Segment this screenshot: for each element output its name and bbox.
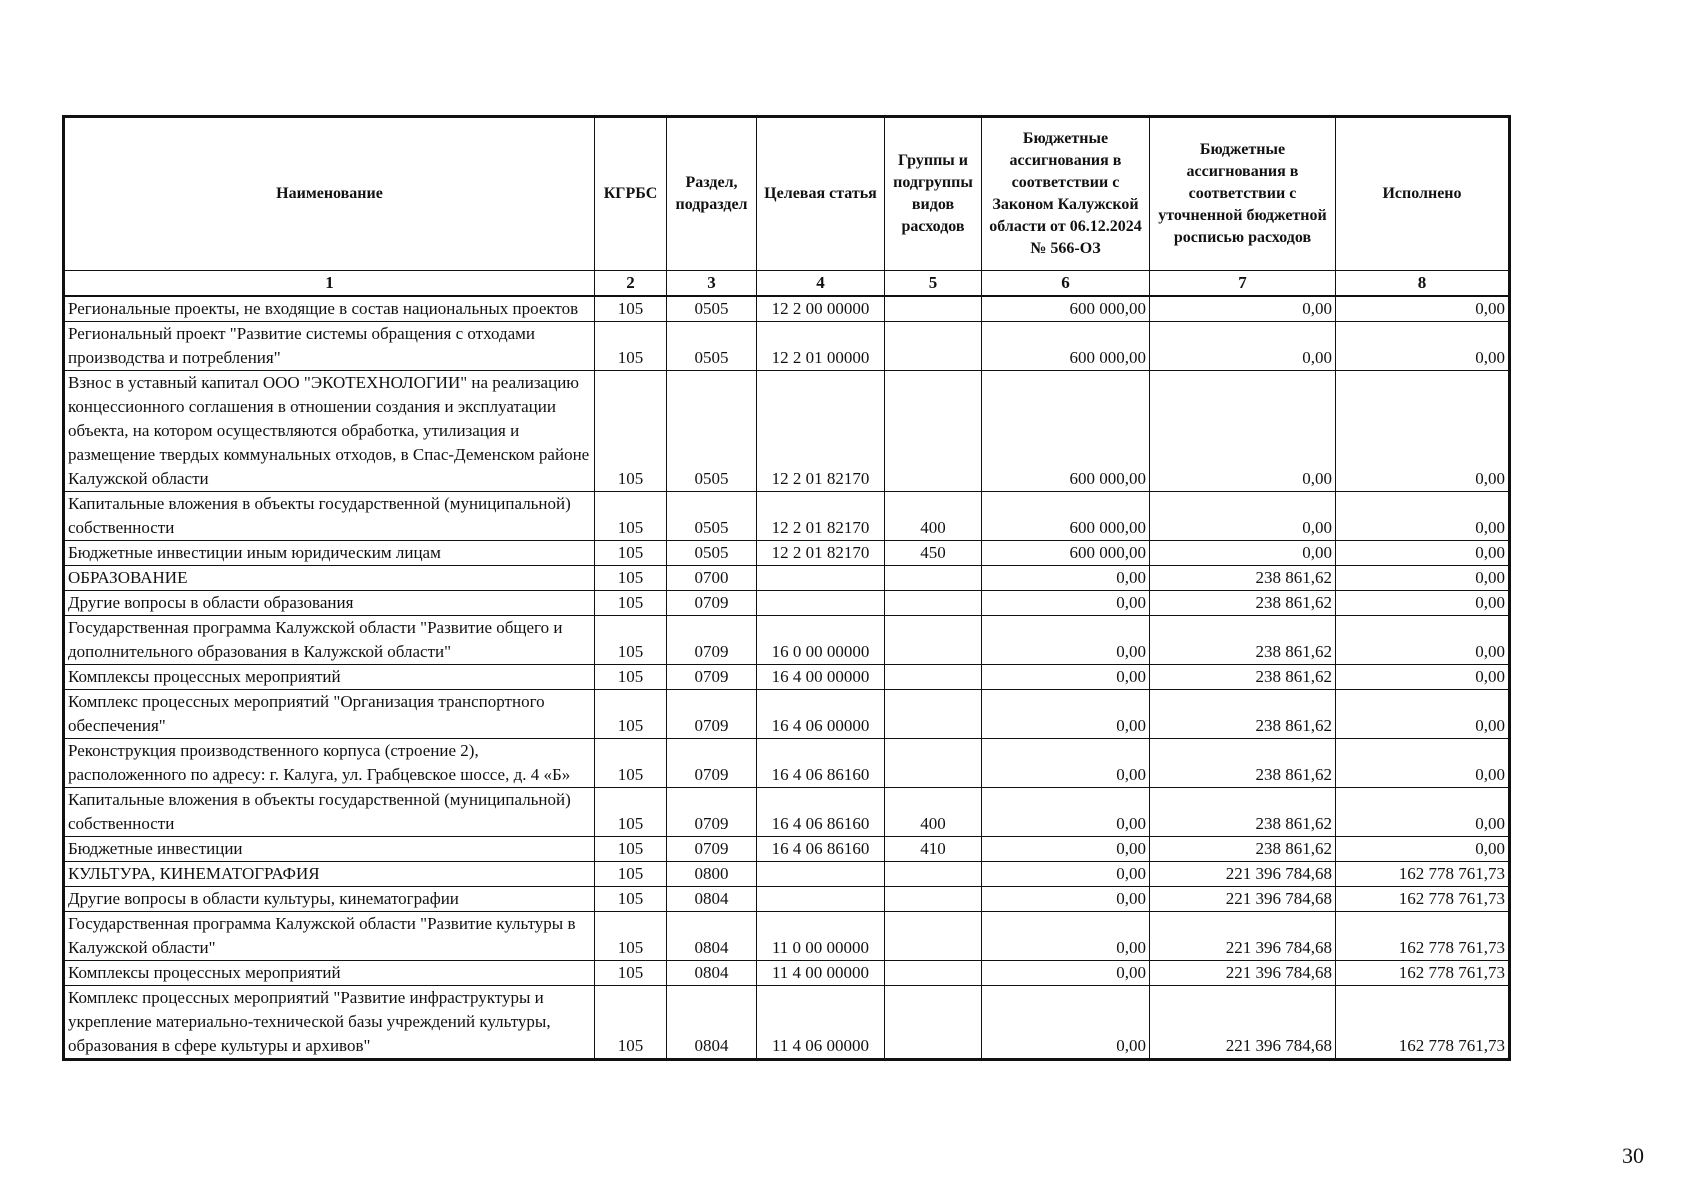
cell-gruppa [885,566,982,591]
cell-law-amount: 0,00 [982,690,1150,739]
cell-law-amount: 600 000,00 [982,541,1150,566]
cell-razdel: 0804 [667,912,757,961]
cell-law-amount: 0,00 [982,566,1150,591]
table-body [64,296,1510,1060]
cell-refined-amount: 0,00 [1150,322,1336,371]
cell-kgrbs: 105 [595,690,667,739]
cell-tselevaya: 12 2 01 82170 [757,492,885,541]
column-number: 3 [667,271,757,297]
cell-refined-amount: 221 396 784,68 [1150,862,1336,887]
cell-tselevaya [757,887,885,912]
cell-refined-amount: 238 861,62 [1150,739,1336,788]
cell-tselevaya: 12 2 00 00000 [757,296,885,322]
table-row [64,591,1510,616]
cell-law-amount: 0,00 [982,591,1150,616]
cell-refined-amount: 221 396 784,68 [1150,887,1336,912]
cell-razdel: 0709 [667,591,757,616]
table-row [64,616,1510,665]
cell-executed-amount: 0,00 [1336,739,1510,788]
cell-kgrbs: 105 [595,862,667,887]
cell-tselevaya: 16 0 00 00000 [757,616,885,665]
cell-executed-amount: 0,00 [1336,371,1510,492]
cell-refined-amount: 238 861,62 [1150,665,1336,690]
cell-refined-amount: 238 861,62 [1150,566,1336,591]
cell-refined-amount: 238 861,62 [1150,690,1336,739]
table-row [64,665,1510,690]
header-refined: Бюджетные ассигнования в соответствии с уточненной бюджетной росписью расходов [1150,117,1336,271]
cell-refined-amount: 0,00 [1150,371,1336,492]
cell-gruppa [885,912,982,961]
cell-law-amount: 0,00 [982,961,1150,986]
cell-kgrbs: 105 [595,961,667,986]
cell-razdel: 0700 [667,566,757,591]
column-number: 7 [1150,271,1336,297]
cell-law-amount: 600 000,00 [982,296,1150,322]
cell-gruppa: 400 [885,492,982,541]
cell-razdel: 0709 [667,665,757,690]
cell-name: КУЛЬТУРА, КИНЕМАТОГРАФИЯ [64,862,595,887]
cell-name: Бюджетные инвестиции [64,837,595,862]
cell-kgrbs: 105 [595,541,667,566]
cell-refined-amount: 0,00 [1150,492,1336,541]
cell-kgrbs: 105 [595,296,667,322]
cell-refined-amount: 0,00 [1150,296,1336,322]
cell-kgrbs: 105 [595,739,667,788]
cell-razdel: 0505 [667,296,757,322]
cell-executed-amount: 0,00 [1336,566,1510,591]
header-razdel: Раздел, подраздел [667,117,757,271]
cell-refined-amount: 0,00 [1150,541,1336,566]
cell-kgrbs: 105 [595,665,667,690]
column-number: 5 [885,271,982,297]
cell-kgrbs: 105 [595,322,667,371]
cell-tselevaya: 11 4 06 00000 [757,986,885,1060]
cell-gruppa [885,322,982,371]
cell-gruppa [885,665,982,690]
cell-name: Взнос в уставный капитал ООО "ЭКОТЕХНОЛОГИИ" на реализацию концессионного соглашения в отношении создания и эксплуатации объекта, на котором осуществляются обработка, утилизация и размещение твердых коммунальных отходов, в Спас-Деменском районе Калужской области [64,371,595,492]
cell-refined-amount: 221 396 784,68 [1150,912,1336,961]
cell-name: Бюджетные инвестиции иным юридическим лицам [64,541,595,566]
cell-executed-amount: 0,00 [1336,296,1510,322]
cell-executed-amount: 162 778 761,73 [1336,912,1510,961]
cell-gruppa [885,690,982,739]
cell-executed-amount: 0,00 [1336,492,1510,541]
cell-kgrbs: 105 [595,371,667,492]
page-number: 30 [1622,1143,1644,1168]
cell-razdel: 0505 [667,371,757,492]
cell-razdel: 0709 [667,739,757,788]
cell-law-amount: 600 000,00 [982,492,1150,541]
header-gruppa: Группы и подгруппы видов расходов [885,117,982,271]
cell-name: Реконструкция производственного корпуса (строение 2), расположенного по адресу: г. Калуга, ул. Грабцевское шоссе, д. 4 «Б» [64,739,595,788]
cell-kgrbs: 105 [595,492,667,541]
table-row [64,887,1510,912]
table-row [64,566,1510,591]
cell-name: Региональные проекты, не входящие в состав национальных проектов [64,296,595,322]
cell-gruppa [885,862,982,887]
cell-name: Комплексы процессных мероприятий [64,961,595,986]
column-number: 2 [595,271,667,297]
cell-name: Комплекс процессных мероприятий "Развитие инфраструктуры и укрепление материально-технической базы учреждений культуры, образования в сфере культуры и архивов" [64,986,595,1060]
column-number: 6 [982,271,1150,297]
table-row [64,961,1510,986]
cell-executed-amount: 162 778 761,73 [1336,961,1510,986]
cell-tselevaya [757,862,885,887]
cell-tselevaya: 11 4 00 00000 [757,961,885,986]
table-row [64,690,1510,739]
cell-name: ОБРАЗОВАНИЕ [64,566,595,591]
cell-gruppa [885,887,982,912]
cell-kgrbs: 105 [595,912,667,961]
column-number-row [64,271,1510,297]
cell-law-amount: 600 000,00 [982,322,1150,371]
cell-law-amount: 0,00 [982,986,1150,1060]
cell-kgrbs: 105 [595,887,667,912]
cell-law-amount: 0,00 [982,887,1150,912]
cell-name: Комплекс процессных мероприятий "Организация транспортного обеспечения" [64,690,595,739]
cell-gruppa [885,591,982,616]
cell-kgrbs: 105 [595,616,667,665]
cell-razdel: 0804 [667,961,757,986]
cell-name: Другие вопросы в области образования [64,591,595,616]
cell-name: Капитальные вложения в объекты государственной (муниципальной) собственности [64,492,595,541]
cell-name: Капитальные вложения в объекты государственной (муниципальной) собственности [64,788,595,837]
header-kgrbs: КГРБС [595,117,667,271]
cell-kgrbs: 105 [595,788,667,837]
cell-refined-amount: 238 861,62 [1150,788,1336,837]
cell-name: Региональный проект "Развитие системы обращения с отходами производства и потребления" [64,322,595,371]
header-executed: Исполнено [1336,117,1510,271]
cell-refined-amount: 238 861,62 [1150,616,1336,665]
cell-gruppa [885,739,982,788]
cell-gruppa: 410 [885,837,982,862]
cell-refined-amount: 238 861,62 [1150,591,1336,616]
table-row [64,862,1510,887]
cell-tselevaya: 16 4 06 86160 [757,788,885,837]
column-number: 1 [64,271,595,297]
cell-gruppa [885,616,982,665]
cell-razdel: 0709 [667,837,757,862]
column-number: 8 [1336,271,1510,297]
cell-tselevaya [757,591,885,616]
cell-tselevaya: 11 0 00 00000 [757,912,885,961]
table-row [64,296,1510,322]
cell-gruppa: 400 [885,788,982,837]
cell-executed-amount: 0,00 [1336,665,1510,690]
cell-razdel: 0505 [667,322,757,371]
cell-executed-amount: 162 778 761,73 [1336,986,1510,1060]
cell-tselevaya: 16 4 06 86160 [757,739,885,788]
cell-executed-amount: 162 778 761,73 [1336,862,1510,887]
cell-razdel: 0505 [667,492,757,541]
cell-name: Другие вопросы в области культуры, кинематографии [64,887,595,912]
cell-law-amount: 600 000,00 [982,371,1150,492]
cell-law-amount: 0,00 [982,862,1150,887]
cell-law-amount: 0,00 [982,837,1150,862]
table-row [64,492,1510,541]
cell-kgrbs: 105 [595,591,667,616]
header-name: Наименование [64,117,595,271]
cell-tselevaya: 12 2 01 00000 [757,322,885,371]
header-tselevaya: Целевая статья [757,117,885,271]
cell-razdel: 0709 [667,616,757,665]
cell-tselevaya: 16 4 06 00000 [757,690,885,739]
table-row [64,371,1510,492]
cell-executed-amount: 0,00 [1336,788,1510,837]
header-row [64,117,1510,271]
cell-tselevaya [757,566,885,591]
cell-name: Государственная программа Калужской области "Развитие культуры в Калужской области" [64,912,595,961]
table-row [64,986,1510,1060]
table-row [64,837,1510,862]
cell-law-amount: 0,00 [982,739,1150,788]
cell-gruppa [885,961,982,986]
budget-table [62,115,1511,1061]
cell-razdel: 0804 [667,887,757,912]
cell-name: Комплексы процессных мероприятий [64,665,595,690]
cell-executed-amount: 0,00 [1336,837,1510,862]
cell-executed-amount: 0,00 [1336,616,1510,665]
table-row [64,739,1510,788]
table-row [64,541,1510,566]
cell-law-amount: 0,00 [982,665,1150,690]
cell-executed-amount: 0,00 [1336,322,1510,371]
cell-executed-amount: 0,00 [1336,541,1510,566]
cell-gruppa [885,371,982,492]
cell-gruppa: 450 [885,541,982,566]
cell-executed-amount: 0,00 [1336,690,1510,739]
cell-tselevaya: 12 2 01 82170 [757,371,885,492]
table-row [64,322,1510,371]
cell-executed-amount: 162 778 761,73 [1336,887,1510,912]
cell-razdel: 0709 [667,788,757,837]
cell-razdel: 0800 [667,862,757,887]
header-law: Бюджетные ассигнования в соответствии с Законом Калужской области от 06.12.2024 № 566-ОЗ [982,117,1150,271]
cell-name: Государственная программа Калужской области "Развитие общего и дополнительного образования в Калужской области" [64,616,595,665]
cell-razdel: 0709 [667,690,757,739]
cell-kgrbs: 105 [595,986,667,1060]
cell-tselevaya: 12 2 01 82170 [757,541,885,566]
table-row [64,912,1510,961]
cell-kgrbs: 105 [595,837,667,862]
cell-razdel: 0804 [667,986,757,1060]
table-row [64,788,1510,837]
cell-law-amount: 0,00 [982,788,1150,837]
cell-refined-amount: 238 861,62 [1150,837,1336,862]
cell-refined-amount: 221 396 784,68 [1150,986,1336,1060]
cell-gruppa [885,986,982,1060]
cell-refined-amount: 221 396 784,68 [1150,961,1336,986]
column-number: 4 [757,271,885,297]
cell-tselevaya: 16 4 00 00000 [757,665,885,690]
cell-razdel: 0505 [667,541,757,566]
cell-kgrbs: 105 [595,566,667,591]
cell-gruppa [885,296,982,322]
cell-law-amount: 0,00 [982,616,1150,665]
cell-law-amount: 0,00 [982,912,1150,961]
cell-tselevaya: 16 4 06 86160 [757,837,885,862]
cell-executed-amount: 0,00 [1336,591,1510,616]
